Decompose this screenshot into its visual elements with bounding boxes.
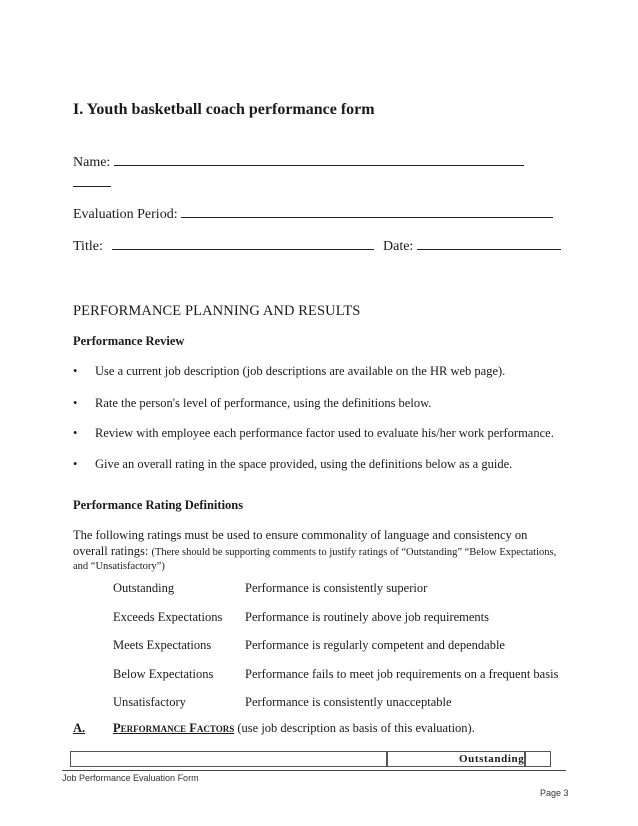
rating-term-unsatisfactory: Unsatisfactory <box>113 695 186 709</box>
definitions-intro-line-2: overall ratings: (There should be supporting comments to justify ratings of “Outstanding” “Below Expectations, <box>73 544 557 558</box>
factor-section-name: Performance Factors <box>113 721 235 735</box>
rating-definitions-heading: Performance Rating Definitions <box>73 498 244 512</box>
title-blank-line <box>112 234 374 250</box>
bullet-icon: • <box>73 457 78 471</box>
name-label: Name: <box>73 155 111 170</box>
list-item: • Give an overall rating in the space provided, using the definitions below as a guide. <box>73 457 513 471</box>
list-item: • Review with employee each performance factor used to evaluate his/her work performance. <box>73 426 554 440</box>
rating-definition-meets: Performance is regularly competent and dependable <box>245 638 505 652</box>
rating-definition-unsatisfactory: Performance is consistently unacceptable <box>245 695 452 709</box>
date-label: Date: <box>383 239 414 254</box>
performance-factors-heading <box>73 721 475 736</box>
rating-definition-below: Performance fails to meet job requirements on a frequent basis <box>245 667 559 681</box>
name-blank-line <box>114 150 524 166</box>
definitions-intro-line-1: The following ratings must be used to ensure commonality of language and consistency on <box>73 528 528 542</box>
definitions-intro-line-3: and “Unsatisfactory”) <box>73 561 165 572</box>
title-label: Title: <box>73 239 103 254</box>
table-factor-cell <box>70 751 388 767</box>
rating-term-meets: Meets Expectations <box>113 638 212 652</box>
table-header-outstanding-cell <box>386 751 525 767</box>
footer-page-number: Page 3 <box>540 788 569 798</box>
bullet-icon: • <box>73 364 78 378</box>
footer-form-name: Job Performance Evaluation Form <box>62 773 199 783</box>
rating-term-outstanding: Outstanding <box>113 581 175 595</box>
evaluation-period-field[interactable] <box>73 202 553 223</box>
table-header-outstanding: Outstanding <box>459 753 525 765</box>
title-field[interactable] <box>73 234 374 255</box>
name-blank-line-continuation <box>73 171 111 187</box>
rating-definition-outstanding: Performance is consistently superior <box>245 581 428 595</box>
rating-definition-exceeds: Performance is routinely above job requirements <box>245 610 490 624</box>
rating-checkbox-outstanding[interactable] <box>525 751 551 767</box>
evaluation-period-label: Evaluation Period: <box>73 207 178 222</box>
rating-term-exceeds: Exceeds Expectations <box>113 610 223 624</box>
name-field[interactable] <box>73 150 524 171</box>
footer-divider <box>62 770 566 771</box>
rating-term-below: Below Expectations <box>113 667 214 681</box>
factor-section-note: (use job description as basis of this evaluation). <box>234 721 475 735</box>
performance-review-heading: Performance Review <box>73 334 185 348</box>
date-field[interactable] <box>383 234 561 255</box>
evaluation-period-blank-line <box>181 202 553 218</box>
list-item: • Use a current job description (job descriptions are available on the HR web page). <box>73 364 506 378</box>
list-item: • Rate the person's level of performance, using the definitions below. <box>73 396 432 410</box>
bullet-icon: • <box>73 396 78 410</box>
bullet-icon: • <box>73 426 78 440</box>
document-title: I. Youth basketball coach performance form <box>73 101 375 118</box>
factor-section-letter: A. <box>73 721 86 735</box>
performance-planning-heading: PERFORMANCE PLANNING AND RESULTS <box>73 303 361 319</box>
date-blank-line <box>417 234 561 250</box>
